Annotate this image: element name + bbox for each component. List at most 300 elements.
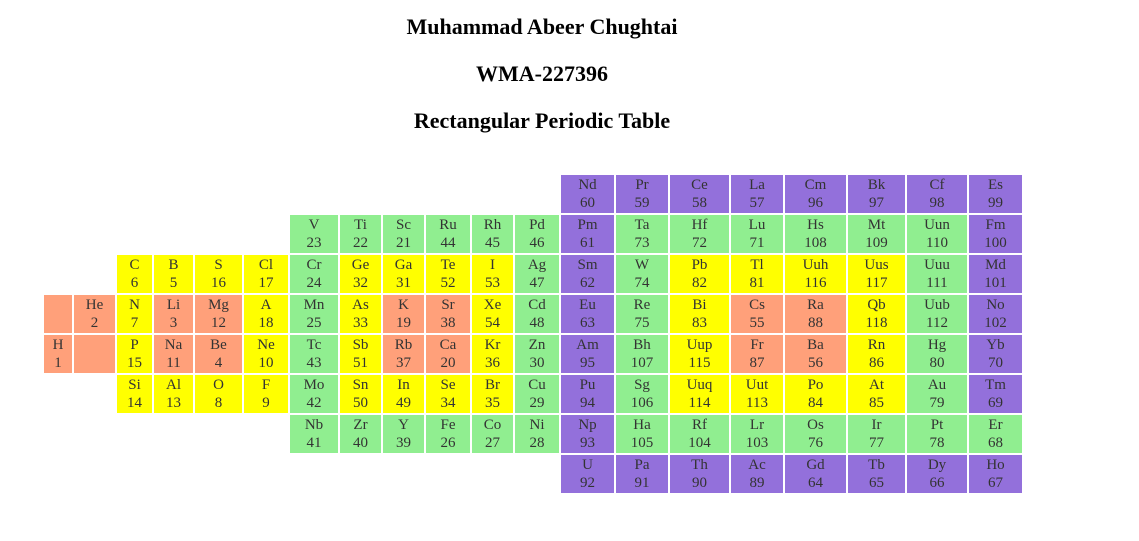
atomic-number: 31 <box>396 275 411 291</box>
empty-cell <box>74 415 115 453</box>
page-title: Rectangular Periodic Table <box>413 108 671 133</box>
element-symbol: Mn <box>303 297 325 313</box>
element-cell-bh <box>616 335 668 373</box>
element-cell-eu <box>561 295 614 333</box>
element-symbol: Fm <box>985 217 1006 233</box>
element-symbol: Y <box>398 417 409 433</box>
atomic-number: 6 <box>130 275 139 291</box>
element-cell-as <box>340 295 381 333</box>
atomic-number: 100 <box>984 235 1007 251</box>
atomic-number: 33 <box>353 315 368 331</box>
atomic-number: 69 <box>988 395 1003 411</box>
element-cell-br <box>472 375 513 413</box>
element-cell-xe <box>472 295 513 333</box>
atomic-number: 106 <box>630 395 654 411</box>
atomic-number: 10 <box>258 355 274 371</box>
element-symbol: Qb <box>867 297 886 313</box>
atomic-number: 38 <box>440 315 456 331</box>
atomic-number: 73 <box>634 235 650 251</box>
atomic-number: 74 <box>634 275 650 291</box>
atomic-number: 116 <box>804 275 827 291</box>
atomic-number: 30 <box>529 355 545 371</box>
element-cell-re <box>616 295 668 333</box>
element-cell-co <box>472 415 513 453</box>
atomic-number: 48 <box>529 315 545 331</box>
atomic-number: 53 <box>485 275 500 291</box>
periodic-table <box>42 173 1024 495</box>
atomic-number: 64 <box>808 475 823 491</box>
atomic-number: 109 <box>865 235 888 251</box>
empty-cell <box>74 375 115 413</box>
element-cell-er <box>969 415 1022 453</box>
atomic-number: 75 <box>634 315 650 331</box>
empty-cell <box>117 215 152 253</box>
element-symbol: At <box>869 377 884 393</box>
element-symbol: Re <box>633 297 651 313</box>
element-symbol: Rn <box>867 337 886 353</box>
element-cell-uup <box>670 335 729 373</box>
empty-cell <box>74 215 115 253</box>
element-cell-pt <box>907 415 967 453</box>
atomic-number: 88 <box>808 315 823 331</box>
atomic-number: 45 <box>485 235 500 251</box>
table-row <box>44 335 1022 373</box>
element-cell-no <box>969 295 1022 333</box>
atomic-number: 19 <box>396 315 411 331</box>
element-symbol: Am <box>576 337 599 353</box>
element-symbol: Cd <box>528 297 546 313</box>
element-symbol: Li <box>166 297 181 313</box>
atomic-number: 51 <box>353 355 368 371</box>
blank-cell <box>44 295 72 333</box>
element-symbol: Pm <box>577 217 598 233</box>
atomic-number: 39 <box>396 435 411 451</box>
element-cell-h <box>44 335 72 373</box>
element-cell-sn <box>340 375 381 413</box>
element-symbol: N <box>129 297 140 313</box>
atomic-number: 95 <box>580 355 595 371</box>
element-symbol: O <box>213 377 224 393</box>
element-symbol: Tc <box>306 337 322 353</box>
element-symbol: Sm <box>577 257 598 273</box>
element-symbol: Zn <box>528 337 546 353</box>
element-symbol: B <box>168 257 179 273</box>
atomic-number: 59 <box>634 195 650 211</box>
atomic-number: 102 <box>984 315 1007 331</box>
element-symbol: Ti <box>354 217 367 233</box>
element-cell-cr <box>290 255 338 293</box>
element-symbol: Bk <box>867 177 886 193</box>
atomic-number: 24 <box>306 275 322 291</box>
element-cell-nd <box>561 175 614 213</box>
atomic-number: 34 <box>440 395 456 411</box>
element-symbol: V <box>308 217 320 233</box>
atomic-number: 22 <box>353 235 368 251</box>
element-symbol: Pt <box>930 417 944 433</box>
element-cell-ba <box>785 335 846 373</box>
element-symbol: Nd <box>578 177 597 193</box>
element-cell-k <box>383 295 424 333</box>
element-symbol: Yb <box>986 337 1005 353</box>
element-cell-cs <box>731 295 783 333</box>
element-cell-v <box>290 215 338 253</box>
element-symbol: S <box>214 257 223 273</box>
empty-cell <box>290 175 338 213</box>
element-cell-pm <box>561 215 614 253</box>
atomic-number: 7 <box>130 315 139 331</box>
element-symbol: Ge <box>351 257 370 273</box>
empty-cell <box>74 255 115 293</box>
element-cell-si <box>117 375 152 413</box>
atomic-number: 99 <box>988 195 1003 211</box>
empty-cell <box>74 455 115 493</box>
element-cell-mg <box>195 295 242 333</box>
element-symbol: Pu <box>579 377 596 393</box>
atomic-number: 113 <box>746 395 768 411</box>
element-cell-fm <box>969 215 1022 253</box>
atomic-number: 17 <box>258 275 274 291</box>
element-symbol: Al <box>166 377 181 393</box>
element-cell-uus <box>848 255 905 293</box>
atomic-number: 2 <box>90 315 99 331</box>
element-cell-in <box>383 375 424 413</box>
element-cell-b <box>154 255 193 293</box>
atomic-number: 82 <box>692 275 707 291</box>
atomic-number: 78 <box>929 435 945 451</box>
atomic-number: 93 <box>580 435 595 451</box>
element-symbol: Uut <box>745 377 769 393</box>
atomic-number: 111 <box>926 275 948 291</box>
element-cell-fe <box>426 415 470 453</box>
atomic-number: 35 <box>485 395 500 411</box>
atomic-number: 44 <box>440 235 456 251</box>
atomic-number: 107 <box>630 355 654 371</box>
atomic-number: 40 <box>353 435 368 451</box>
element-symbol: Tl <box>750 257 764 273</box>
empty-cell <box>44 455 72 493</box>
element-cell-sg <box>616 375 668 413</box>
atomic-number: 5 <box>169 275 178 291</box>
element-symbol: Cl <box>258 257 274 273</box>
element-cell-p <box>117 335 152 373</box>
element-cell-lr <box>731 415 783 453</box>
atomic-number: 83 <box>692 315 707 331</box>
element-symbol: He <box>85 297 104 313</box>
atomic-number: 68 <box>988 435 1003 451</box>
empty-cell <box>74 175 115 213</box>
element-symbol: Tb <box>868 457 885 473</box>
element-cell-uuh <box>785 255 846 293</box>
element-symbol: Ir <box>871 417 882 433</box>
empty-cell <box>426 455 470 493</box>
element-symbol: C <box>129 257 140 273</box>
element-symbol: P <box>130 337 139 353</box>
element-cell-os <box>785 415 846 453</box>
atomic-number: 41 <box>306 435 322 451</box>
element-cell-uut <box>731 375 783 413</box>
element-symbol: Uup <box>686 337 713 353</box>
atomic-number: 71 <box>749 235 765 251</box>
element-symbol: Cr <box>306 257 322 273</box>
empty-cell <box>195 455 242 493</box>
atomic-number: 3 <box>169 315 178 331</box>
atomic-number: 21 <box>396 235 411 251</box>
element-cell-gd <box>785 455 846 493</box>
element-cell-tm <box>969 375 1022 413</box>
element-cell-nb <box>290 415 338 453</box>
empty-cell <box>44 215 72 253</box>
element-cell-pr <box>616 175 668 213</box>
element-cell-rn <box>848 335 905 373</box>
atomic-number: 72 <box>692 235 707 251</box>
empty-cell <box>154 415 193 453</box>
element-symbol: H <box>52 337 64 353</box>
element-cell-mn <box>290 295 338 333</box>
element-symbol: La <box>749 177 765 193</box>
element-symbol: Ta <box>634 217 650 233</box>
atomic-number: 80 <box>929 355 945 371</box>
element-symbol: Rf <box>692 417 707 433</box>
element-cell-sm <box>561 255 614 293</box>
atomic-number: 43 <box>306 355 322 371</box>
element-cell-pu <box>561 375 614 413</box>
atomic-number: 52 <box>440 275 456 291</box>
element-cell-cl <box>244 255 288 293</box>
element-cell-f <box>244 375 288 413</box>
empty-cell <box>244 415 288 453</box>
element-symbol: No <box>986 297 1005 313</box>
atomic-number: 1 <box>54 355 62 371</box>
atomic-number: 118 <box>865 315 888 331</box>
element-symbol: Pd <box>529 217 545 233</box>
empty-cell <box>195 215 242 253</box>
empty-cell <box>154 215 193 253</box>
element-cell-al <box>154 375 193 413</box>
atomic-number: 12 <box>211 315 226 331</box>
atomic-number: 90 <box>692 475 707 491</box>
element-symbol: Cf <box>929 177 945 193</box>
element-cell-sb <box>340 335 381 373</box>
atomic-number: 110 <box>926 235 948 251</box>
element-symbol: Ce <box>691 177 708 193</box>
atomic-number: 50 <box>353 395 368 411</box>
empty-cell <box>117 175 152 213</box>
element-symbol: Se <box>440 377 456 393</box>
element-symbol: Au <box>927 377 947 393</box>
element-cell-np <box>561 415 614 453</box>
empty-cell <box>426 175 470 213</box>
element-symbol: Rh <box>483 217 502 233</box>
element-cell-tc <box>290 335 338 373</box>
atomic-number: 54 <box>485 315 500 331</box>
atomic-number: 62 <box>580 275 595 291</box>
element-symbol: Lr <box>749 417 765 433</box>
element-cell-md <box>969 255 1022 293</box>
element-symbol: Po <box>807 377 824 393</box>
element-symbol: Lu <box>748 217 766 233</box>
element-symbol: Ru <box>439 217 457 233</box>
element-cell-ru <box>426 215 470 253</box>
element-symbol: Pa <box>634 457 650 473</box>
atomic-number: 89 <box>749 475 765 491</box>
element-cell-ge <box>340 255 381 293</box>
atomic-number: 97 <box>869 195 884 211</box>
atomic-number: 23 <box>306 235 322 251</box>
element-cell-uuq <box>670 375 729 413</box>
atomic-number: 42 <box>306 395 322 411</box>
element-cell-hf <box>670 215 729 253</box>
element-symbol: Be <box>210 337 227 353</box>
atomic-number: 65 <box>869 475 884 491</box>
element-cell-te <box>426 255 470 293</box>
empty-cell <box>515 175 559 213</box>
element-symbol: Nb <box>304 417 324 433</box>
element-symbol: Ba <box>807 337 824 353</box>
element-cell-tb <box>848 455 905 493</box>
element-cell-c <box>117 255 152 293</box>
atomic-number: 86 <box>869 355 884 371</box>
atomic-number: 25 <box>306 315 322 331</box>
element-symbol: Bh <box>633 337 651 353</box>
table-row <box>44 215 1022 253</box>
empty-cell <box>195 415 242 453</box>
empty-cell <box>244 175 288 213</box>
atomic-number: 108 <box>804 235 827 251</box>
element-symbol: Th <box>691 457 708 473</box>
empty-cell <box>383 455 424 493</box>
element-symbol: Mt <box>867 217 886 233</box>
atomic-number: 114 <box>688 395 711 411</box>
element-cell-cu <box>515 375 559 413</box>
empty-cell <box>515 455 559 493</box>
student-id: WMA-227396 <box>476 61 608 86</box>
atomic-number: 101 <box>984 275 1007 291</box>
element-cell-uub <box>907 295 967 333</box>
element-symbol: Dy <box>927 457 947 473</box>
element-symbol: As <box>352 297 369 313</box>
atomic-number: 117 <box>865 275 888 291</box>
element-symbol: Ne <box>257 337 275 353</box>
element-symbol: Gd <box>806 457 825 473</box>
element-symbol: Cm <box>804 177 827 193</box>
element-symbol: Te <box>440 257 456 273</box>
atomic-number: 91 <box>634 475 650 491</box>
atomic-number: 76 <box>808 435 823 451</box>
element-symbol: Sr <box>441 297 455 313</box>
blank-cell <box>74 335 115 373</box>
table-row <box>44 175 1022 213</box>
atomic-number: 58 <box>692 195 707 211</box>
element-cell-ne <box>244 335 288 373</box>
empty-cell <box>44 175 72 213</box>
element-symbol: Ho <box>986 457 1005 473</box>
element-cell-mt <box>848 215 905 253</box>
element-cell-zr <box>340 415 381 453</box>
element-cell-ca <box>426 335 470 373</box>
element-cell-ir <box>848 415 905 453</box>
element-cell-pa <box>616 455 668 493</box>
empty-cell <box>340 175 381 213</box>
element-cell-zn <box>515 335 559 373</box>
atomic-number: 60 <box>580 195 595 211</box>
atomic-number: 16 <box>211 275 226 291</box>
element-symbol: Br <box>485 377 500 393</box>
element-symbol: Uuh <box>802 257 829 273</box>
periodic-table-body <box>44 175 1022 493</box>
element-cell-au <box>907 375 967 413</box>
atomic-number: 32 <box>353 275 368 291</box>
element-symbol: Cu <box>528 377 546 393</box>
atomic-number: 103 <box>745 435 769 451</box>
element-cell-th <box>670 455 729 493</box>
element-cell-n <box>117 295 152 333</box>
element-symbol: Sc <box>396 217 411 233</box>
table-row <box>44 295 1022 333</box>
element-cell-uuu <box>907 255 967 293</box>
element-symbol: Ga <box>394 257 413 273</box>
atomic-number: 85 <box>869 395 884 411</box>
atomic-number: 13 <box>166 395 181 411</box>
element-cell-uun <box>907 215 967 253</box>
empty-cell <box>244 455 288 493</box>
element-symbol: Cs <box>749 297 765 313</box>
element-symbol: Uun <box>924 217 950 233</box>
element-cell-sc <box>383 215 424 253</box>
empty-cell <box>117 455 152 493</box>
element-symbol: Sg <box>634 377 650 393</box>
element-cell-fr <box>731 335 783 373</box>
element-symbol: F <box>261 377 271 393</box>
element-cell-o <box>195 375 242 413</box>
atomic-number: 56 <box>808 355 823 371</box>
element-symbol: Xe <box>483 297 502 313</box>
element-cell-kr <box>472 335 513 373</box>
atomic-number: 46 <box>529 235 545 251</box>
atomic-number: 92 <box>580 475 595 491</box>
element-cell-hs <box>785 215 846 253</box>
element-symbol: W <box>634 257 650 273</box>
element-cell-ag <box>515 255 559 293</box>
element-symbol: Uub <box>924 297 950 313</box>
element-symbol: Uuq <box>686 377 713 393</box>
atomic-number: 115 <box>688 355 711 371</box>
element-cell-rf <box>670 415 729 453</box>
element-cell-ra <box>785 295 846 333</box>
element-symbol: Rb <box>394 337 413 353</box>
element-symbol: U <box>582 457 593 473</box>
table-row <box>44 375 1022 413</box>
element-cell-pd <box>515 215 559 253</box>
empty-cell <box>154 175 193 213</box>
element-symbol: Hg <box>927 337 947 353</box>
empty-cell <box>117 415 152 453</box>
element-cell-ce <box>670 175 729 213</box>
element-cell-se <box>426 375 470 413</box>
atomic-number: 18 <box>258 315 274 331</box>
element-symbol: Er <box>988 417 1003 433</box>
atomic-number: 94 <box>580 395 595 411</box>
element-symbol: I <box>490 257 495 273</box>
element-cell-ti <box>340 215 381 253</box>
element-cell-bk <box>848 175 905 213</box>
element-symbol: Pb <box>691 257 708 273</box>
element-symbol: Es <box>988 177 1003 193</box>
atomic-number: 81 <box>749 275 765 291</box>
element-cell-es <box>969 175 1022 213</box>
element-symbol: Mo <box>303 377 325 393</box>
element-symbol: Ag <box>527 257 547 273</box>
atomic-number: 14 <box>127 395 142 411</box>
